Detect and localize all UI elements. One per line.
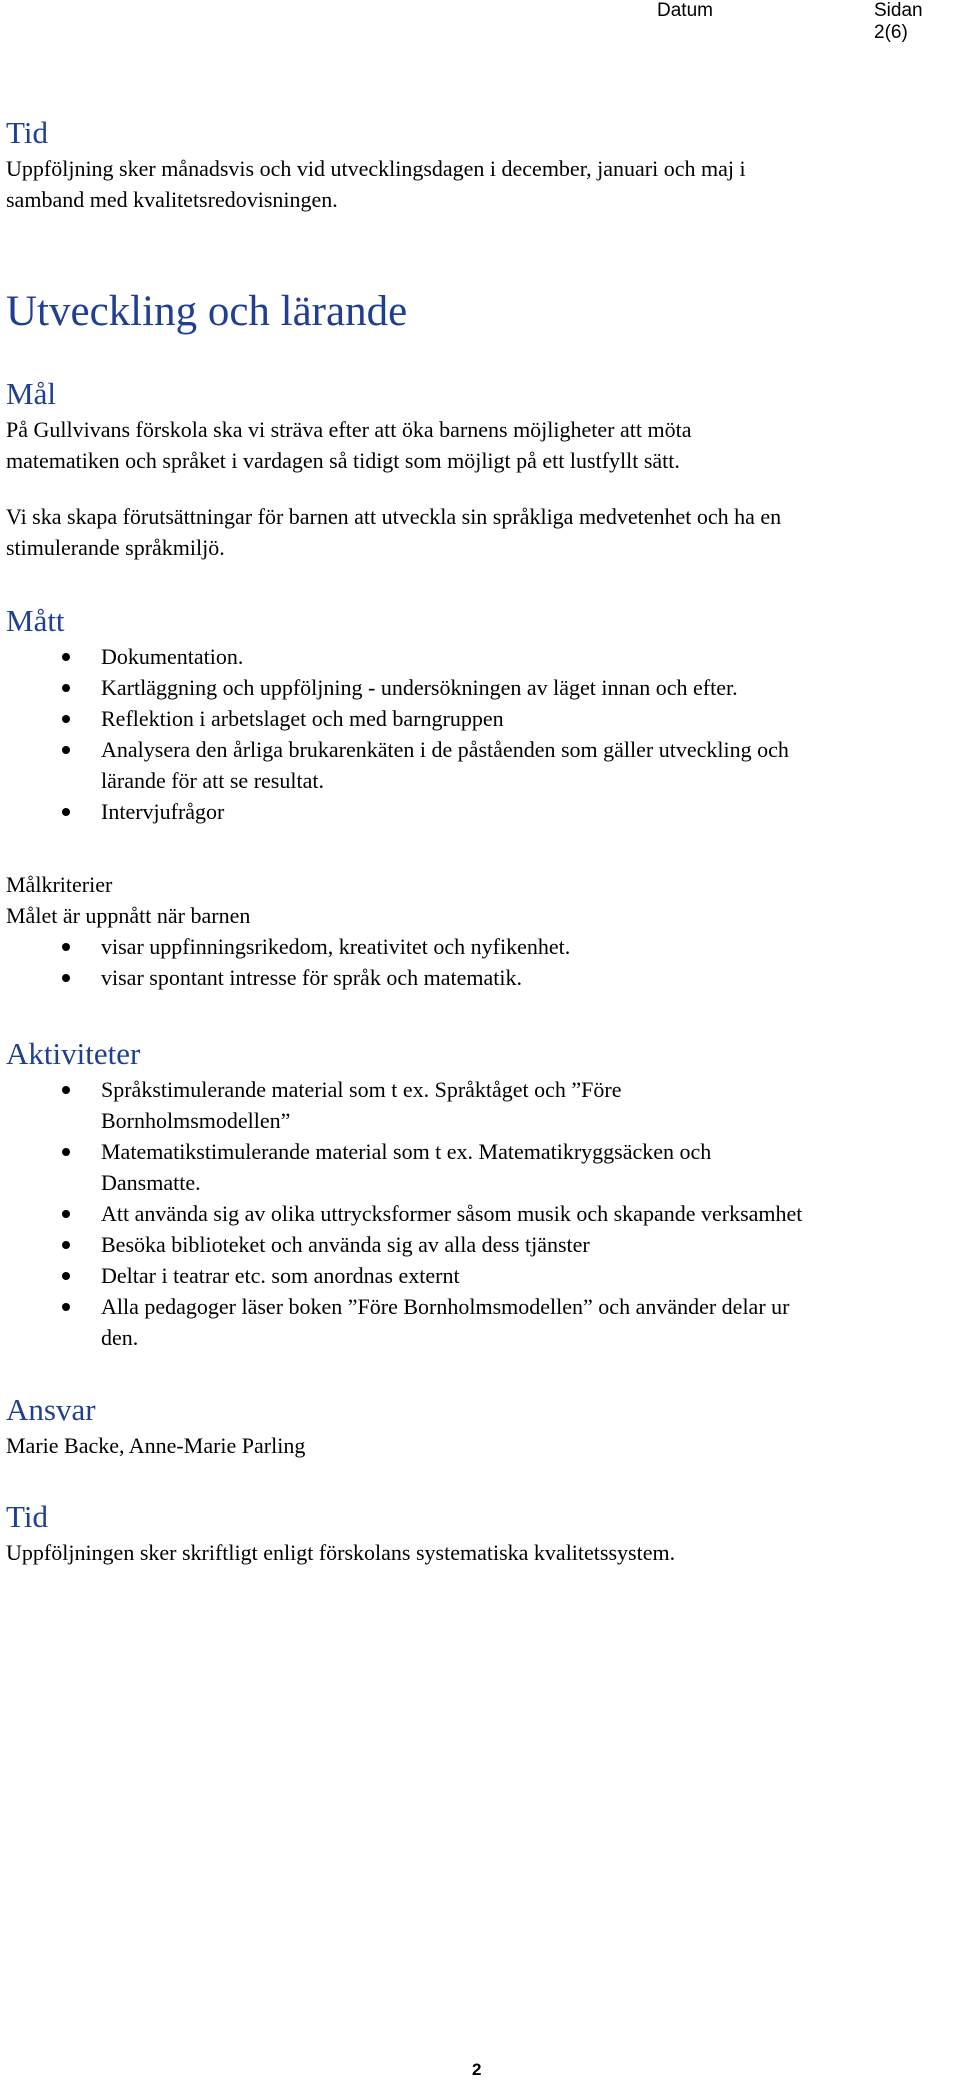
header-page-indicator: Sidan 2(6) bbox=[874, 0, 923, 43]
list-item: Att använda sig av olika uttrycksformer såsom musik och skapande verksamhet bbox=[6, 1198, 956, 1229]
section-tid-bottom bbox=[6, 1497, 956, 1568]
heading-ansvar: Ansvar bbox=[6, 1392, 96, 1427]
bullet-icon bbox=[62, 1148, 70, 1156]
section-tid-top bbox=[6, 113, 956, 215]
section-title bbox=[6, 285, 956, 339]
mal-p2-line1: Vi ska skapa förutsättningar för barnen att utveckla sin språkliga medvetenhet och ha en bbox=[6, 504, 782, 529]
section-malkriterier bbox=[6, 869, 956, 993]
list-item: Deltar i teatrar etc. som anordnas externt bbox=[6, 1260, 956, 1291]
list-item: visar uppfinningsrikedom, kreativitet och nyfikenhet. bbox=[6, 931, 956, 962]
list-item: Dokumentation. bbox=[6, 641, 956, 672]
bullet-icon bbox=[62, 653, 70, 661]
list-item: Matematikstimulerande material som t ex. Matematikryggsäcken och Dansmatte. bbox=[6, 1136, 956, 1198]
heading-matt: Mått bbox=[6, 603, 65, 638]
heading-tid-bottom: Tid bbox=[6, 1499, 48, 1534]
list-item: Intervjufrågor bbox=[6, 796, 956, 827]
matt-list bbox=[6, 641, 956, 827]
mal-p1-line2: matematiken och språket i vardagen så tidigt som möjligt på ett lustfyllt sätt. bbox=[6, 448, 680, 473]
section-mal-p2 bbox=[6, 501, 956, 563]
bullet-icon bbox=[62, 943, 70, 951]
heading-tid: Tid bbox=[6, 115, 48, 150]
bullet-icon bbox=[62, 715, 70, 723]
section-mal bbox=[6, 374, 956, 476]
bullet-icon bbox=[62, 1303, 70, 1311]
list-item: Analysera den årliga brukarenkäten i de påståenden som gäller utveckling och lärande för att se resultat. bbox=[6, 734, 956, 796]
mal-p2-line2: stimulerande språkmiljö. bbox=[6, 535, 225, 560]
bullet-icon bbox=[62, 808, 70, 816]
page-title: Utveckling och lärande bbox=[6, 288, 408, 335]
page-number: 2 bbox=[472, 2060, 482, 2079]
header-datum: Datum bbox=[657, 0, 713, 21]
bullet-icon bbox=[62, 1086, 70, 1094]
bullet-icon bbox=[62, 684, 70, 692]
malkriterier-intro: Målet är uppnått när barnen bbox=[6, 903, 251, 928]
malkriterier-heading: Målkriterier bbox=[6, 872, 113, 897]
ansvar-text: Marie Backe, Anne-Marie Parling bbox=[6, 1433, 306, 1458]
tid-text-line2: samband med kvalitetsredovisningen. bbox=[6, 187, 338, 212]
aktiviteter-list bbox=[6, 1074, 956, 1353]
list-item: Kartläggning och uppföljning - undersökningen av läget innan och efter. bbox=[6, 672, 956, 703]
mal-p1-line1: På Gullvivans förskola ska vi sträva efter att öka barnens möjligheter att möta bbox=[6, 417, 692, 442]
bullet-icon bbox=[62, 746, 70, 754]
malkriterier-list bbox=[6, 931, 956, 993]
bullet-icon bbox=[62, 1210, 70, 1218]
bullet-icon bbox=[62, 1272, 70, 1280]
bullet-icon bbox=[62, 1241, 70, 1249]
bullet-icon bbox=[62, 974, 70, 982]
list-item: Besöka biblioteket och använda sig av alla dess tjänster bbox=[6, 1229, 956, 1260]
list-item: visar spontant intresse för språk och matematik. bbox=[6, 962, 956, 993]
list-item: Reflektion i arbetslaget och med barngruppen bbox=[6, 703, 956, 734]
list-item: Språkstimulerande material som t ex. Språktåget och ”Före Bornholmsmodellen” bbox=[6, 1074, 956, 1136]
list-item: Alla pedagoger läser boken ”Före Bornholmsmodellen” och använder delar ur den. bbox=[6, 1291, 956, 1353]
heading-mal: Mål bbox=[6, 376, 56, 411]
section-ansvar bbox=[6, 1390, 956, 1461]
tid-bottom-text: Uppföljningen sker skriftligt enligt förskolans systematiska kvalitetssystem. bbox=[6, 1540, 676, 1565]
heading-aktiviteter: Aktiviteter bbox=[6, 1036, 141, 1071]
section-aktiviteter bbox=[6, 1034, 956, 1353]
section-matt bbox=[6, 601, 956, 827]
tid-text-line1: Uppföljning sker månadsvis och vid utvecklingsdagen i december, januari och maj i bbox=[6, 156, 746, 181]
